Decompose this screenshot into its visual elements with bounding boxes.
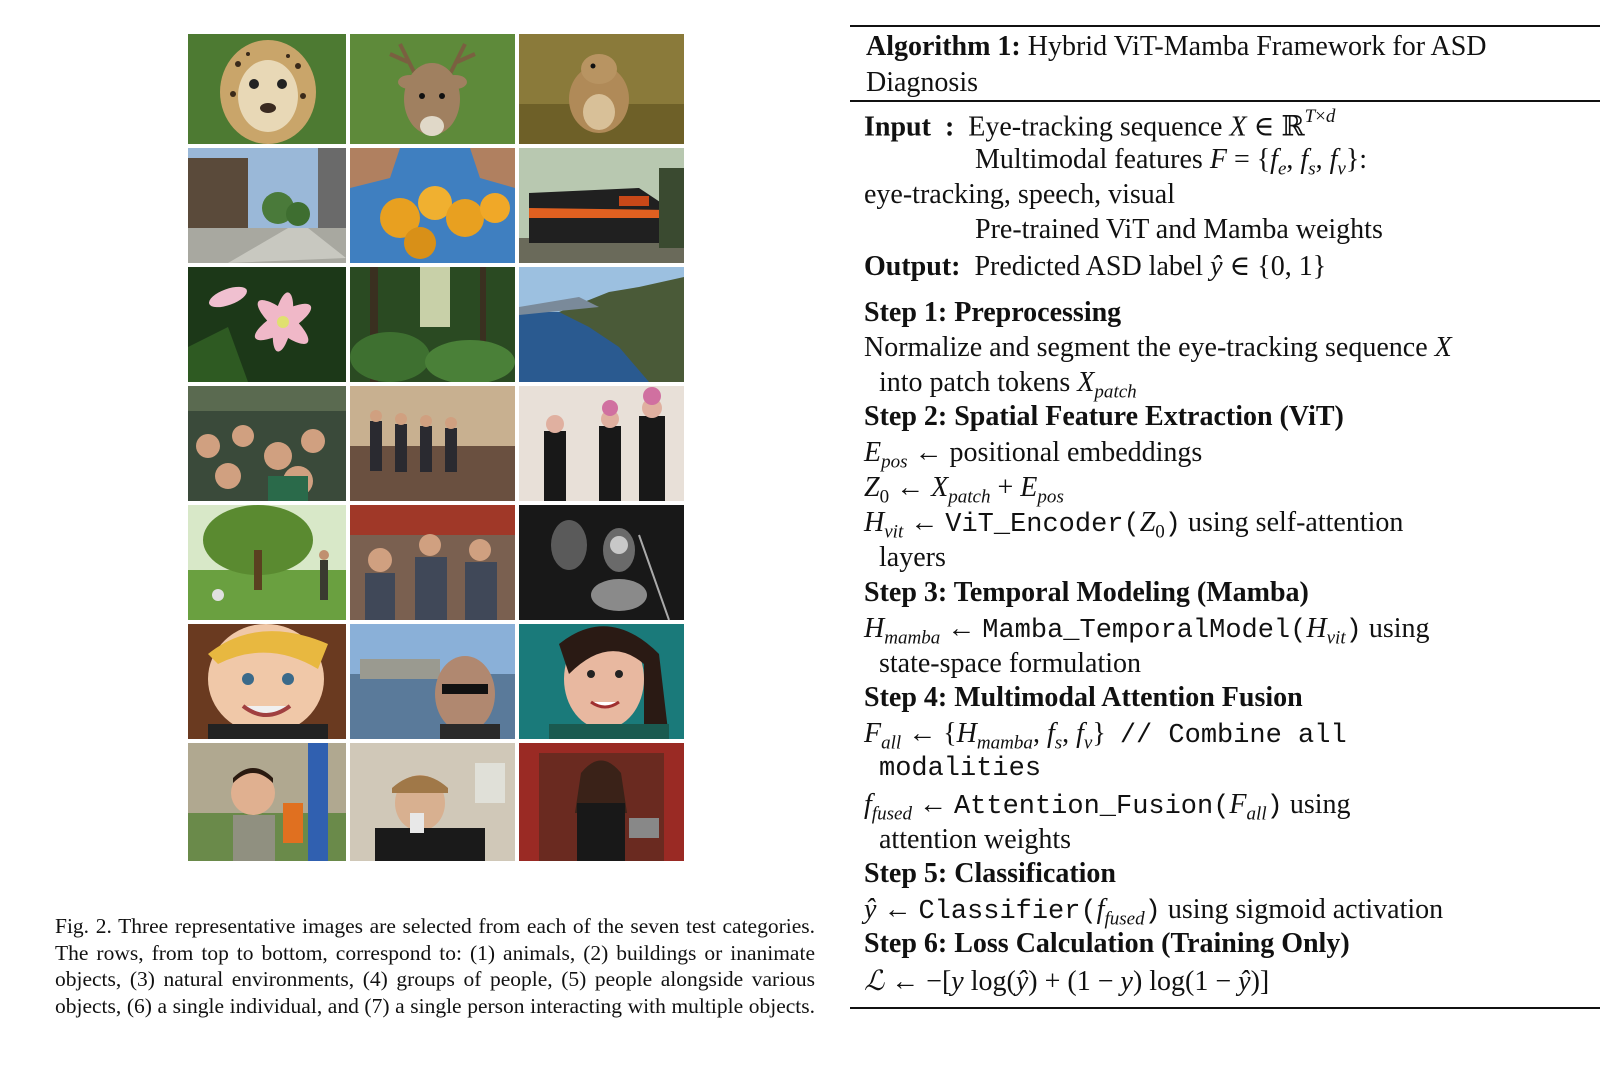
mamba-fn: Mamba_TemporalModel bbox=[982, 616, 1291, 646]
step-4-comment: // Combine all bbox=[1119, 721, 1347, 751]
step-4-line-b2: attention weights bbox=[879, 824, 1072, 855]
step-2-line-b: $Z_0$ ← $X_{patch} + E_{pos}$ bbox=[864, 472, 1064, 508]
photo-lily bbox=[188, 267, 346, 382]
photo-performers bbox=[519, 386, 684, 501]
step-2-text-c: using self-attention bbox=[1188, 507, 1404, 538]
classifier-fn: Classifier bbox=[918, 897, 1081, 927]
math-features: F bbox=[1209, 144, 1227, 175]
step-3-line-a2: state-space formulation bbox=[879, 648, 1142, 679]
photo-face-blond bbox=[188, 624, 346, 739]
math-x-patch: X bbox=[1077, 367, 1095, 398]
step-6-heading: Step 6: Loss Calculation (Training Only) bbox=[864, 928, 1350, 959]
input-line-2-cont: eye-tracking, speech, visual bbox=[864, 179, 1175, 210]
photo-oranges bbox=[350, 148, 515, 263]
algorithm-label: Algorithm 1: bbox=[866, 31, 1021, 62]
step-3-text-a: using bbox=[1368, 613, 1430, 644]
photo-cheetah bbox=[188, 34, 346, 144]
step-5-text-a: using sigmoid activation bbox=[1167, 894, 1444, 925]
step-3-heading: Step 3: Temporal Modeling (Mamba) bbox=[864, 577, 1309, 608]
photo-toddler bbox=[188, 743, 346, 861]
photo-man-sunglasses bbox=[350, 624, 515, 739]
vit-encoder-fn: ViT_Encoder bbox=[945, 510, 1124, 540]
input-line-1: Input : Eye-tracking sequence X ∈ ℝ$^{T\times d}$ bbox=[864, 106, 1336, 143]
step-4-line-a: $F_{all}$ ← {$H_{mamba}$, $f_s$, $f_v$} // Combine all bbox=[864, 718, 1347, 754]
bottom-rule bbox=[850, 1007, 1600, 1009]
photo-crowd bbox=[188, 386, 346, 501]
photo-man-cap bbox=[350, 743, 515, 861]
step-5-heading: Step 5: Classification bbox=[864, 858, 1116, 889]
photo-ceremony bbox=[350, 386, 515, 501]
step-4-text-b: using bbox=[1289, 789, 1351, 820]
top-rule bbox=[850, 25, 1600, 27]
photo-woman-smile bbox=[519, 624, 684, 739]
photo-train bbox=[519, 148, 684, 263]
output-label: Output: bbox=[864, 251, 961, 282]
input-1-text: Eye-tracking sequence bbox=[968, 111, 1223, 143]
input-label: Input bbox=[864, 111, 931, 143]
photo-forest bbox=[350, 267, 515, 382]
step-2-line-c2: layers bbox=[879, 542, 946, 573]
figure-caption: Fig. 2. Three representative images are selected from each of the seven test categories. The rows, from top to bottom, correspond to: (1) animals, (2) buildings or inanimate objects, (3) natural environments, (4) groups of people, (5) people alongside various objects, (6) a single individual, and (7) a single person interacting with multiple objects. bbox=[55, 914, 815, 1018]
math-yhat: ŷ bbox=[1210, 251, 1223, 282]
output-text: Predicted ASD label bbox=[974, 251, 1204, 282]
input-2-text: Multimodal features bbox=[975, 144, 1203, 175]
step-1-text-a: Normalize and segment the eye-tracking sequence bbox=[864, 332, 1428, 363]
photo-musicians bbox=[519, 505, 684, 620]
photo-park bbox=[188, 505, 346, 620]
algorithm-box bbox=[850, 25, 1600, 1035]
step-4-comment-cont: modalities bbox=[879, 754, 1042, 784]
step-2-line-a: $E_{pos}$ ← positional embeddings bbox=[864, 437, 1203, 473]
step-3-line-a: $H_{mamba}$ ← $Mamba\_TemporalModel(H_{vit})$ using bbox=[864, 613, 1430, 649]
figure-image-grid bbox=[188, 34, 688, 874]
photo-cafe-group bbox=[350, 505, 515, 620]
step-4-line-b: $f_{fused}$ ← $Attention\_Fusion(F_{all})$ using bbox=[864, 789, 1351, 825]
step-1-line-a bbox=[864, 332, 1452, 364]
title-rule bbox=[850, 100, 1600, 102]
input-line-2: Multimodal features $F = \{f_e$, $f_s$, $f_v$}: bbox=[975, 144, 1368, 180]
photo-coast bbox=[519, 267, 684, 382]
step-6-loss-formula: ℒ ← −[y log(ŷ) + (1 − y) log(1 − ŷ)] bbox=[864, 966, 1270, 997]
step-1-text-b: into patch tokens bbox=[879, 367, 1071, 398]
step-1-heading: Step 1: Preprocessing bbox=[864, 297, 1122, 328]
step-2-line-c: $H_{vit}$ ← $ViT\_Encoder(Z_0)$ using self-attention bbox=[864, 507, 1404, 543]
algorithm-title bbox=[866, 29, 1566, 101]
photo-street bbox=[188, 148, 346, 263]
step-4-heading: Step 4: Multimodal Attention Fusion bbox=[864, 682, 1303, 713]
input-line-3: Pre-trained ViT and Mamba weights bbox=[975, 214, 1383, 245]
math-x-in-r: X bbox=[1229, 111, 1247, 143]
step-5-line-a: ŷ ← $Classifier(f_{fused})$ using sigmoid activation bbox=[864, 894, 1444, 930]
math-x: X bbox=[1434, 332, 1452, 363]
photo-woman-elevator bbox=[519, 743, 684, 861]
photo-deer bbox=[350, 34, 515, 144]
photo-squirrel bbox=[519, 34, 684, 144]
step-1-line-b: into patch tokens $X_{patch}$ bbox=[879, 367, 1137, 403]
output-line: Output: Predicted ASD label ŷ ∈ {0, 1} bbox=[864, 251, 1327, 282]
step-2-heading: Step 2: Spatial Feature Extraction (ViT) bbox=[864, 401, 1344, 432]
input-sep: : bbox=[944, 111, 955, 143]
attention-fusion-fn: Attention_Fusion bbox=[953, 792, 1214, 822]
algorithm-title-text: Hybrid ViT-Mamba Framework for ASD Diagnosis bbox=[866, 31, 1487, 98]
step-2-text-a: positional embeddings bbox=[949, 437, 1203, 468]
